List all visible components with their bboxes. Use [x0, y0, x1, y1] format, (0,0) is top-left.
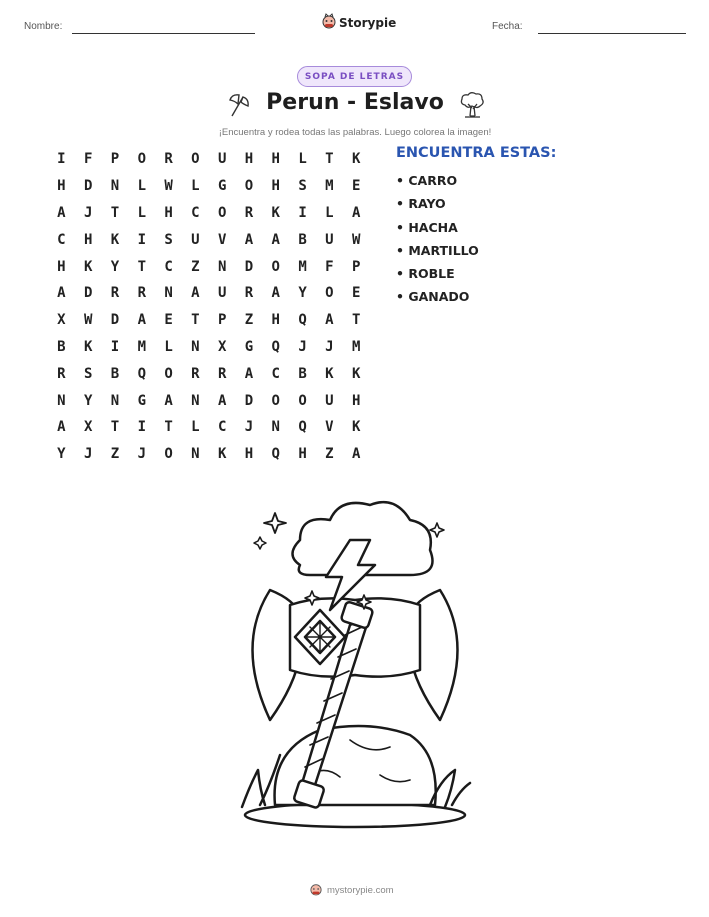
grid-cell[interactable]: P [217, 312, 227, 329]
grid-cell[interactable]: R [110, 285, 120, 302]
grid-cell[interactable]: O [325, 285, 334, 302]
grid-cell[interactable]: G [244, 338, 254, 355]
grid-cell[interactable]: O [191, 151, 200, 168]
grid-cell[interactable]: H [57, 178, 66, 195]
grid-cell[interactable]: O [244, 178, 254, 195]
grid-cell[interactable]: H [351, 392, 361, 409]
grid-cell[interactable]: U [325, 231, 334, 248]
grid-cell[interactable]: T [191, 312, 200, 329]
grid-cell[interactable]: S [164, 231, 173, 248]
grid-cell[interactable]: A [57, 419, 66, 436]
grid-cell[interactable]: A [244, 365, 254, 382]
activity-badge: SOPA DE LETRAS [297, 66, 412, 87]
grid-cell[interactable]: L [191, 419, 200, 436]
grid-cell[interactable]: K [271, 204, 280, 221]
grid-cell[interactable]: A [351, 204, 361, 221]
grid-cell[interactable]: A [244, 231, 254, 248]
grid-cell[interactable]: Y [110, 258, 120, 275]
grid-cell[interactable]: N [191, 392, 200, 409]
grid-cell[interactable]: J [83, 446, 93, 463]
grid-cell[interactable]: M [325, 178, 334, 195]
grid-cell[interactable]: A [271, 231, 280, 248]
grid-cell[interactable]: R [57, 365, 66, 382]
footer [310, 881, 394, 900]
grid-cell[interactable]: E [164, 312, 173, 329]
word-item-hacha: • HACHA [396, 219, 458, 235]
grid-cell[interactable]: M [298, 258, 307, 275]
grid-cell[interactable]: T [110, 204, 120, 221]
grid-cell[interactable]: O [164, 446, 173, 463]
grid-cell[interactable]: Q [298, 419, 307, 436]
grid-cell[interactable]: P [351, 258, 361, 275]
grid-cell[interactable]: O [271, 258, 280, 275]
grid-cell[interactable]: L [137, 178, 146, 195]
grid-cell[interactable]: S [298, 178, 307, 195]
grid-cell[interactable]: L [325, 204, 334, 221]
grid-cell[interactable]: L [164, 338, 173, 355]
grid-cell[interactable]: J [298, 338, 307, 355]
grid-cell[interactable]: B [298, 231, 307, 248]
grid-cell[interactable]: K [83, 258, 93, 275]
grid-cell[interactable]: A [57, 204, 66, 221]
grid-cell[interactable]: G [217, 178, 227, 195]
grid-cell[interactable]: H [271, 178, 280, 195]
grid-cell[interactable]: D [110, 312, 120, 329]
grid-cell[interactable]: X [217, 338, 227, 355]
grid-cell[interactable]: U [325, 392, 334, 409]
grid-cell[interactable]: A [57, 285, 66, 302]
grid-cell[interactable]: O [164, 365, 173, 382]
date-line [538, 33, 686, 34]
grid-cell[interactable]: J [137, 446, 146, 463]
grid-cell[interactable]: C [57, 231, 66, 248]
footer-url[interactable]: mystorypie.com [327, 885, 394, 896]
grid-cell[interactable]: D [244, 258, 254, 275]
axe-icon [226, 92, 250, 122]
grid-cell[interactable]: U [191, 231, 200, 248]
grid-cell[interactable]: I [57, 151, 66, 168]
word-item-roble: • ROBLE [396, 266, 455, 282]
grid-cell[interactable]: I [110, 338, 120, 355]
grid-cell[interactable]: A [164, 392, 173, 409]
grid-cell[interactable]: Z [244, 312, 254, 329]
grid-cell[interactable]: I [137, 419, 146, 436]
grid-cell[interactable]: K [351, 365, 361, 382]
grid-cell[interactable]: K [325, 365, 334, 382]
grid-cell[interactable]: Q [271, 446, 280, 463]
grid-cell[interactable]: O [137, 151, 146, 168]
grid-cell[interactable]: K [83, 338, 93, 355]
grid-cell[interactable]: I [137, 231, 146, 248]
grid-cell[interactable]: N [191, 446, 200, 463]
word-list-title: ENCUENTRA ESTAS: [396, 145, 557, 161]
grid-cell[interactable]: M [351, 338, 361, 355]
grid-cell[interactable]: T [110, 419, 120, 436]
grid-cell[interactable]: Z [110, 446, 120, 463]
grid-cell[interactable]: K [351, 419, 361, 436]
grid-cell[interactable]: F [325, 258, 334, 275]
grid-cell[interactable]: C [271, 365, 280, 382]
grid-cell[interactable]: N [217, 258, 227, 275]
grid-cell[interactable]: O [271, 392, 280, 409]
grid-cell[interactable]: R [137, 285, 146, 302]
grid-cell[interactable]: J [325, 338, 334, 355]
grid-cell[interactable]: X [83, 419, 93, 436]
storypie-mascot-icon [322, 13, 336, 33]
grid-cell[interactable]: R [164, 151, 173, 168]
grid-cell[interactable]: L [137, 204, 146, 221]
word-item-ganado: • GANADO [396, 289, 470, 305]
grid-cell[interactable]: C [191, 204, 200, 221]
grid-cell[interactable]: U [217, 151, 227, 168]
tree-icon [457, 90, 487, 124]
date-label: Fecha: [492, 21, 523, 32]
grid-cell[interactable]: M [137, 338, 146, 355]
grid-cell[interactable]: H [244, 151, 254, 168]
grid-cell[interactable]: E [351, 178, 361, 195]
grid-cell[interactable]: W [351, 231, 361, 248]
grid-cell[interactable]: B [57, 338, 66, 355]
grid-cell[interactable]: D [83, 285, 93, 302]
grid-cell[interactable]: A [217, 392, 227, 409]
grid-cell[interactable]: V [217, 231, 227, 248]
grid-cell[interactable]: R [191, 365, 200, 382]
coloring-illustration[interactable] [230, 485, 480, 839]
grid-cell[interactable]: I [298, 204, 307, 221]
grid-cell[interactable]: X [57, 312, 66, 329]
grid-cell[interactable]: Y [298, 285, 307, 302]
grid-cell[interactable]: N [271, 419, 280, 436]
grid-cell[interactable]: C [217, 419, 227, 436]
grid-cell[interactable]: U [217, 285, 227, 302]
grid-cell[interactable]: Q [137, 365, 146, 382]
grid-cell[interactable]: K [217, 446, 227, 463]
grid-cell[interactable]: Z [325, 446, 334, 463]
grid-cell[interactable]: F [83, 151, 93, 168]
grid-cell[interactable]: Y [57, 446, 66, 463]
grid-cell[interactable]: W [83, 312, 93, 329]
grid-cell[interactable]: N [164, 285, 173, 302]
name-line [72, 33, 255, 34]
word-item-martillo: • MARTILLO [396, 242, 479, 258]
grid-cell[interactable]: H [57, 258, 66, 275]
word-item-carro: • CARRO [396, 173, 458, 188]
grid-cell[interactable]: E [351, 285, 361, 302]
grid-cell[interactable]: H [244, 446, 254, 463]
grid-cell[interactable]: H [83, 231, 93, 248]
grid-cell[interactable]: N [110, 392, 120, 409]
grid-cell[interactable]: A [137, 312, 146, 329]
grid-cell[interactable]: L [191, 178, 200, 195]
grid-cell[interactable]: A [325, 312, 334, 329]
grid-cell[interactable]: N [57, 392, 66, 409]
grid-cell[interactable]: W [164, 178, 173, 195]
instructions: ¡Encuentra y rodea todas las palabras. Luego colorea la imagen! [218, 127, 492, 138]
brand-logo [322, 13, 396, 33]
grid-cell[interactable]: T [351, 312, 361, 329]
grid-cell[interactable]: R [244, 285, 254, 302]
grid-cell[interactable]: Q [298, 312, 307, 329]
grid-cell[interactable]: R [244, 204, 254, 221]
grid-cell[interactable]: N [110, 178, 120, 195]
grid-cell[interactable]: T [164, 419, 173, 436]
grid-cell[interactable]: J [83, 204, 93, 221]
grid-cell[interactable]: H [271, 151, 280, 168]
grid-cell[interactable]: K [351, 151, 361, 168]
grid-cell[interactable]: R [217, 365, 227, 382]
grid-cell[interactable]: A [271, 285, 280, 302]
brand-name: Storypie [339, 16, 397, 30]
grid-cell[interactable]: D [244, 392, 254, 409]
grid-cell[interactable]: G [137, 392, 146, 409]
grid-cell[interactable]: T [137, 258, 146, 275]
grid-cell[interactable]: A [191, 285, 200, 302]
grid-cell[interactable]: Q [271, 338, 280, 355]
storypie-mascot-icon [310, 881, 322, 900]
grid-cell[interactable]: B [298, 365, 307, 382]
name-label: Nombre: [24, 21, 63, 32]
word-search-grid[interactable] [48, 146, 370, 468]
grid-cell[interactable]: A [351, 446, 361, 463]
grid-cell[interactable]: O [298, 392, 307, 409]
grid-cell[interactable]: N [191, 338, 200, 355]
grid-cell[interactable]: T [325, 151, 334, 168]
grid-cell[interactable]: P [110, 151, 120, 168]
grid-cell[interactable]: J [244, 419, 254, 436]
grid-cell[interactable]: Z [191, 258, 200, 275]
grid-cell[interactable]: C [164, 258, 173, 275]
grid-cell[interactable]: V [325, 419, 334, 436]
grid-cell[interactable]: L [298, 151, 307, 168]
grid-cell[interactable]: S [83, 365, 93, 382]
word-list [396, 172, 479, 312]
grid-cell[interactable]: K [110, 231, 120, 248]
grid-cell[interactable]: Y [83, 392, 93, 409]
grid-cell[interactable]: H [298, 446, 307, 463]
grid-cell[interactable]: B [110, 365, 120, 382]
grid-cell[interactable]: D [83, 178, 93, 195]
grid-cell[interactable]: H [164, 204, 173, 221]
word-item-rayo: • RAYO [396, 196, 446, 212]
page-title: Perun - Eslavo [266, 90, 444, 115]
grid-cell[interactable]: H [271, 312, 280, 329]
grid-cell[interactable]: O [217, 204, 227, 221]
